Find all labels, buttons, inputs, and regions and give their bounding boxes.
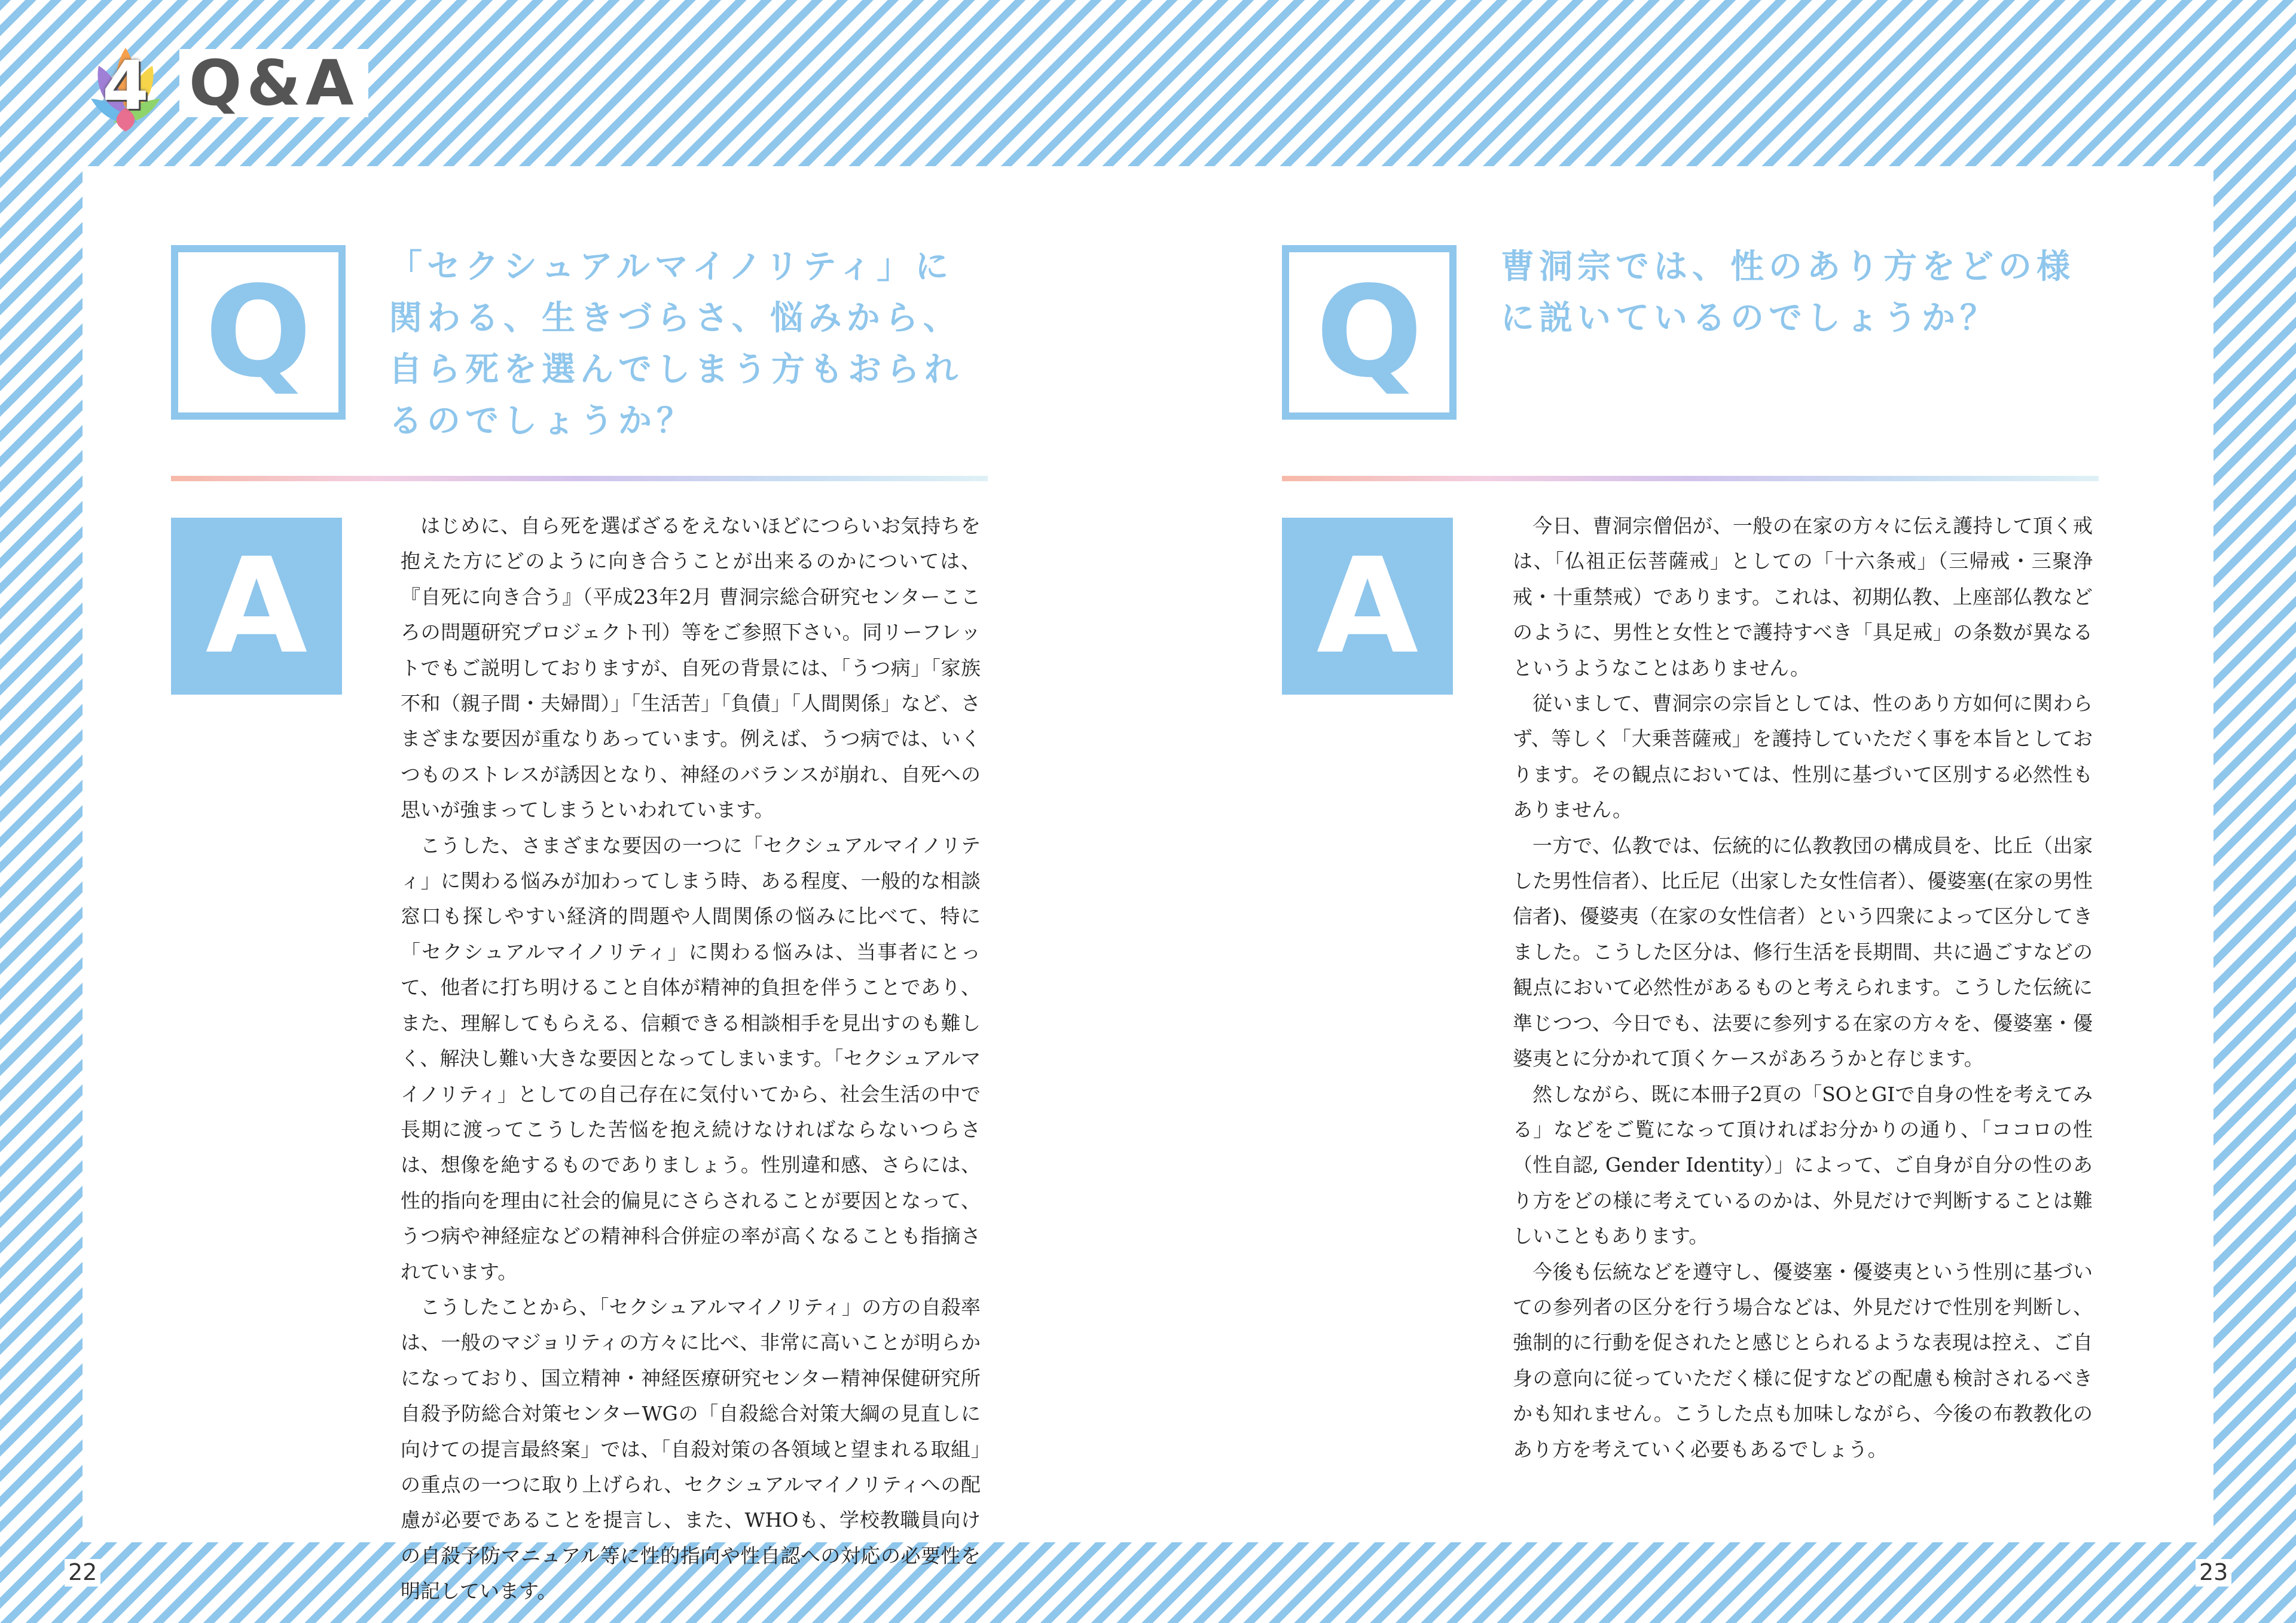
- left-a-box: [171, 518, 342, 695]
- right-answer: [1513, 508, 2093, 1467]
- right-q-box: [1282, 245, 1457, 420]
- section-title: Q&A: [179, 49, 368, 117]
- right-answer-paragraph: 従いまして、曹洞宗の宗旨としては、性のあり方如何に関わらず、等しく「大乗菩薩戒」を護持していただく事を本旨としております。その観点においては、性別に基づいて区別する必然性もありません。: [1513, 692, 2093, 822]
- left-divider: [171, 476, 988, 481]
- right-answer-paragraph: 今日、曹洞宗僧侶が、一般の在家の方々に伝え護持して頂く戒は、「仏祖正伝菩薩戒」としての「十六条戒」（三帰戒・三聚浄戒・十重禁戒）であります。これは、初期仏教、上座部仏教などのように、男性と女性とで護持すべき「具足戒」の条数が異なるというようなことはありません。: [1513, 514, 2093, 680]
- page-number-left: 22: [65, 1559, 100, 1587]
- left-q-box: [171, 245, 346, 420]
- left-answer-paragraph: はじめに、自ら死を選ばざるをえないほどにつらいお気持ちを抱えた方にどのように向き合うことが出来るのかについては、『自死に向き合う』（平成23年2月 曹洞宗総合研究センターこころの問題研究プロジェクト刊）等をご参照下さい。同リーフレットでもご説明しておりますが、自死の背景には、「うつ病」「家族不和（親子間・夫婦間）」「生活苦」「負債」「人間関係」など、さまざまな要因が重なりあっています。例えば、うつ病では、いくつものストレスが誘因となり、神経のバランスが崩れ、自死への思いが強まってしまうといわれています。: [401, 514, 981, 822]
- right-divider: [1282, 476, 2099, 481]
- left-answer: [401, 508, 981, 1609]
- section-number: 4: [102, 47, 149, 125]
- left-answer-paragraph: こうした、さまざまな要因の一つに「セクシュアルマイノリティ」に関わる悩みが加わってしまう時、ある程度、一般的な相談窓口も探しやすい経済的問題や人間関係の悩みに比べて、特に「セクシュアルマイノリティ」に関わる悩みは、当事者にとって、他者に打ち明けること自体が精神的負担を伴うことであり、また、理解してもらえる、信頼できる相談相手を見出すのも難しく、解決し難い大きな要因となってしまいます。「セクシュアルマイノリティ」としての自己存在に気付いてから、社会生活の中で長期に渡ってこうした苦悩を抱え続けなければならないつらさは、想像を絶するものでありましょう。性別違和感、さらには、性的指向を理由に社会的偏見にさらされることが要因となって、うつ病や神経症などの精神科合併症の率が高くなることも指摘されています。: [401, 833, 981, 1283]
- right-a-letter: A: [1316, 530, 1419, 683]
- left-a-letter: A: [205, 530, 308, 683]
- left-question: 「セクシュアルマイノリティ」に関わる、生きづらさ、悩みから、自ら死を選んでしまう方もおられるのでしょうか？: [389, 247, 963, 441]
- content-panel: [83, 166, 2213, 1603]
- right-a-box: [1282, 518, 1453, 695]
- left-q-letter: Q: [204, 259, 312, 405]
- page-number-right: 23: [2196, 1559, 2231, 1587]
- right-answer-paragraph: 一方で、仏教では、伝統的に仏教教団の構成員を、比丘（出家した男性信者）、比丘尼（出家した女性信者）、優婆塞(在家の男性信者)、優婆夷（在家の女性信者）という四衆によって区分してきました。こうした区分は、修行生活を長期間、共に過ごすなどの観点において必然性があるものと考えられます。こうした伝統に準じつつ、今日でも、法要に参列する在家の方々を、優婆塞・優婆夷とに分かれて頂くケースがあろうかと存じます。: [1513, 833, 2093, 1071]
- right-answer-paragraph: 今後も伝統などを遵守し、優婆塞・優婆夷という性別に基づいての参列者の区分を行う場合などは、外見だけで性別を判断し、強制的に行動を促されたと感じとられるような表現は控え、ご自身の意向に従っていただく様に促すなどの配慮も検討されるべきかも知れません。こうした点も加味しながら、今後の布教教化のあり方を考えていく必要もあるでしょう。: [1513, 1260, 2093, 1461]
- left-answer-paragraph: こうしたことから、「セクシュアルマイノリティ」の方の自殺率は、一般のマジョリティの方々に比べ、非常に高いことが明らかになっており、国立精神・神経医療研究センター精神保健研究所自殺予防総合対策センターWGの「自殺総合対策大綱の見直しに向けての提言最終案」では、「自殺対策の各領域と望まれる取組」の重点の一つに取り上げられ、セクシュアルマイノリティへの配慮が必要であることを提言し、また、WHOも、学校教職員向けの自殺予防マニュアル等に性的指向や性自認への対応の必要性を明記しています。: [401, 1295, 981, 1603]
- right-question: 曹洞宗では、性のあり方をどの様に説いているのでしょうか？: [1501, 247, 2075, 338]
- lotus-badge: [90, 48, 161, 132]
- right-answer-paragraph: 然しながら、既に本冊子2頁の「SOとGIで自身の性を考えてみる」などをご覧になって頂ければお分かりの通り、「ココロの性（性自認, Gender Identity）」によって、ご自身が自分の性のあり方をどの様に考えているのかは、外見だけで判断することは難しいこともあります。: [1513, 1082, 2093, 1248]
- right-q-letter: Q: [1315, 259, 1423, 405]
